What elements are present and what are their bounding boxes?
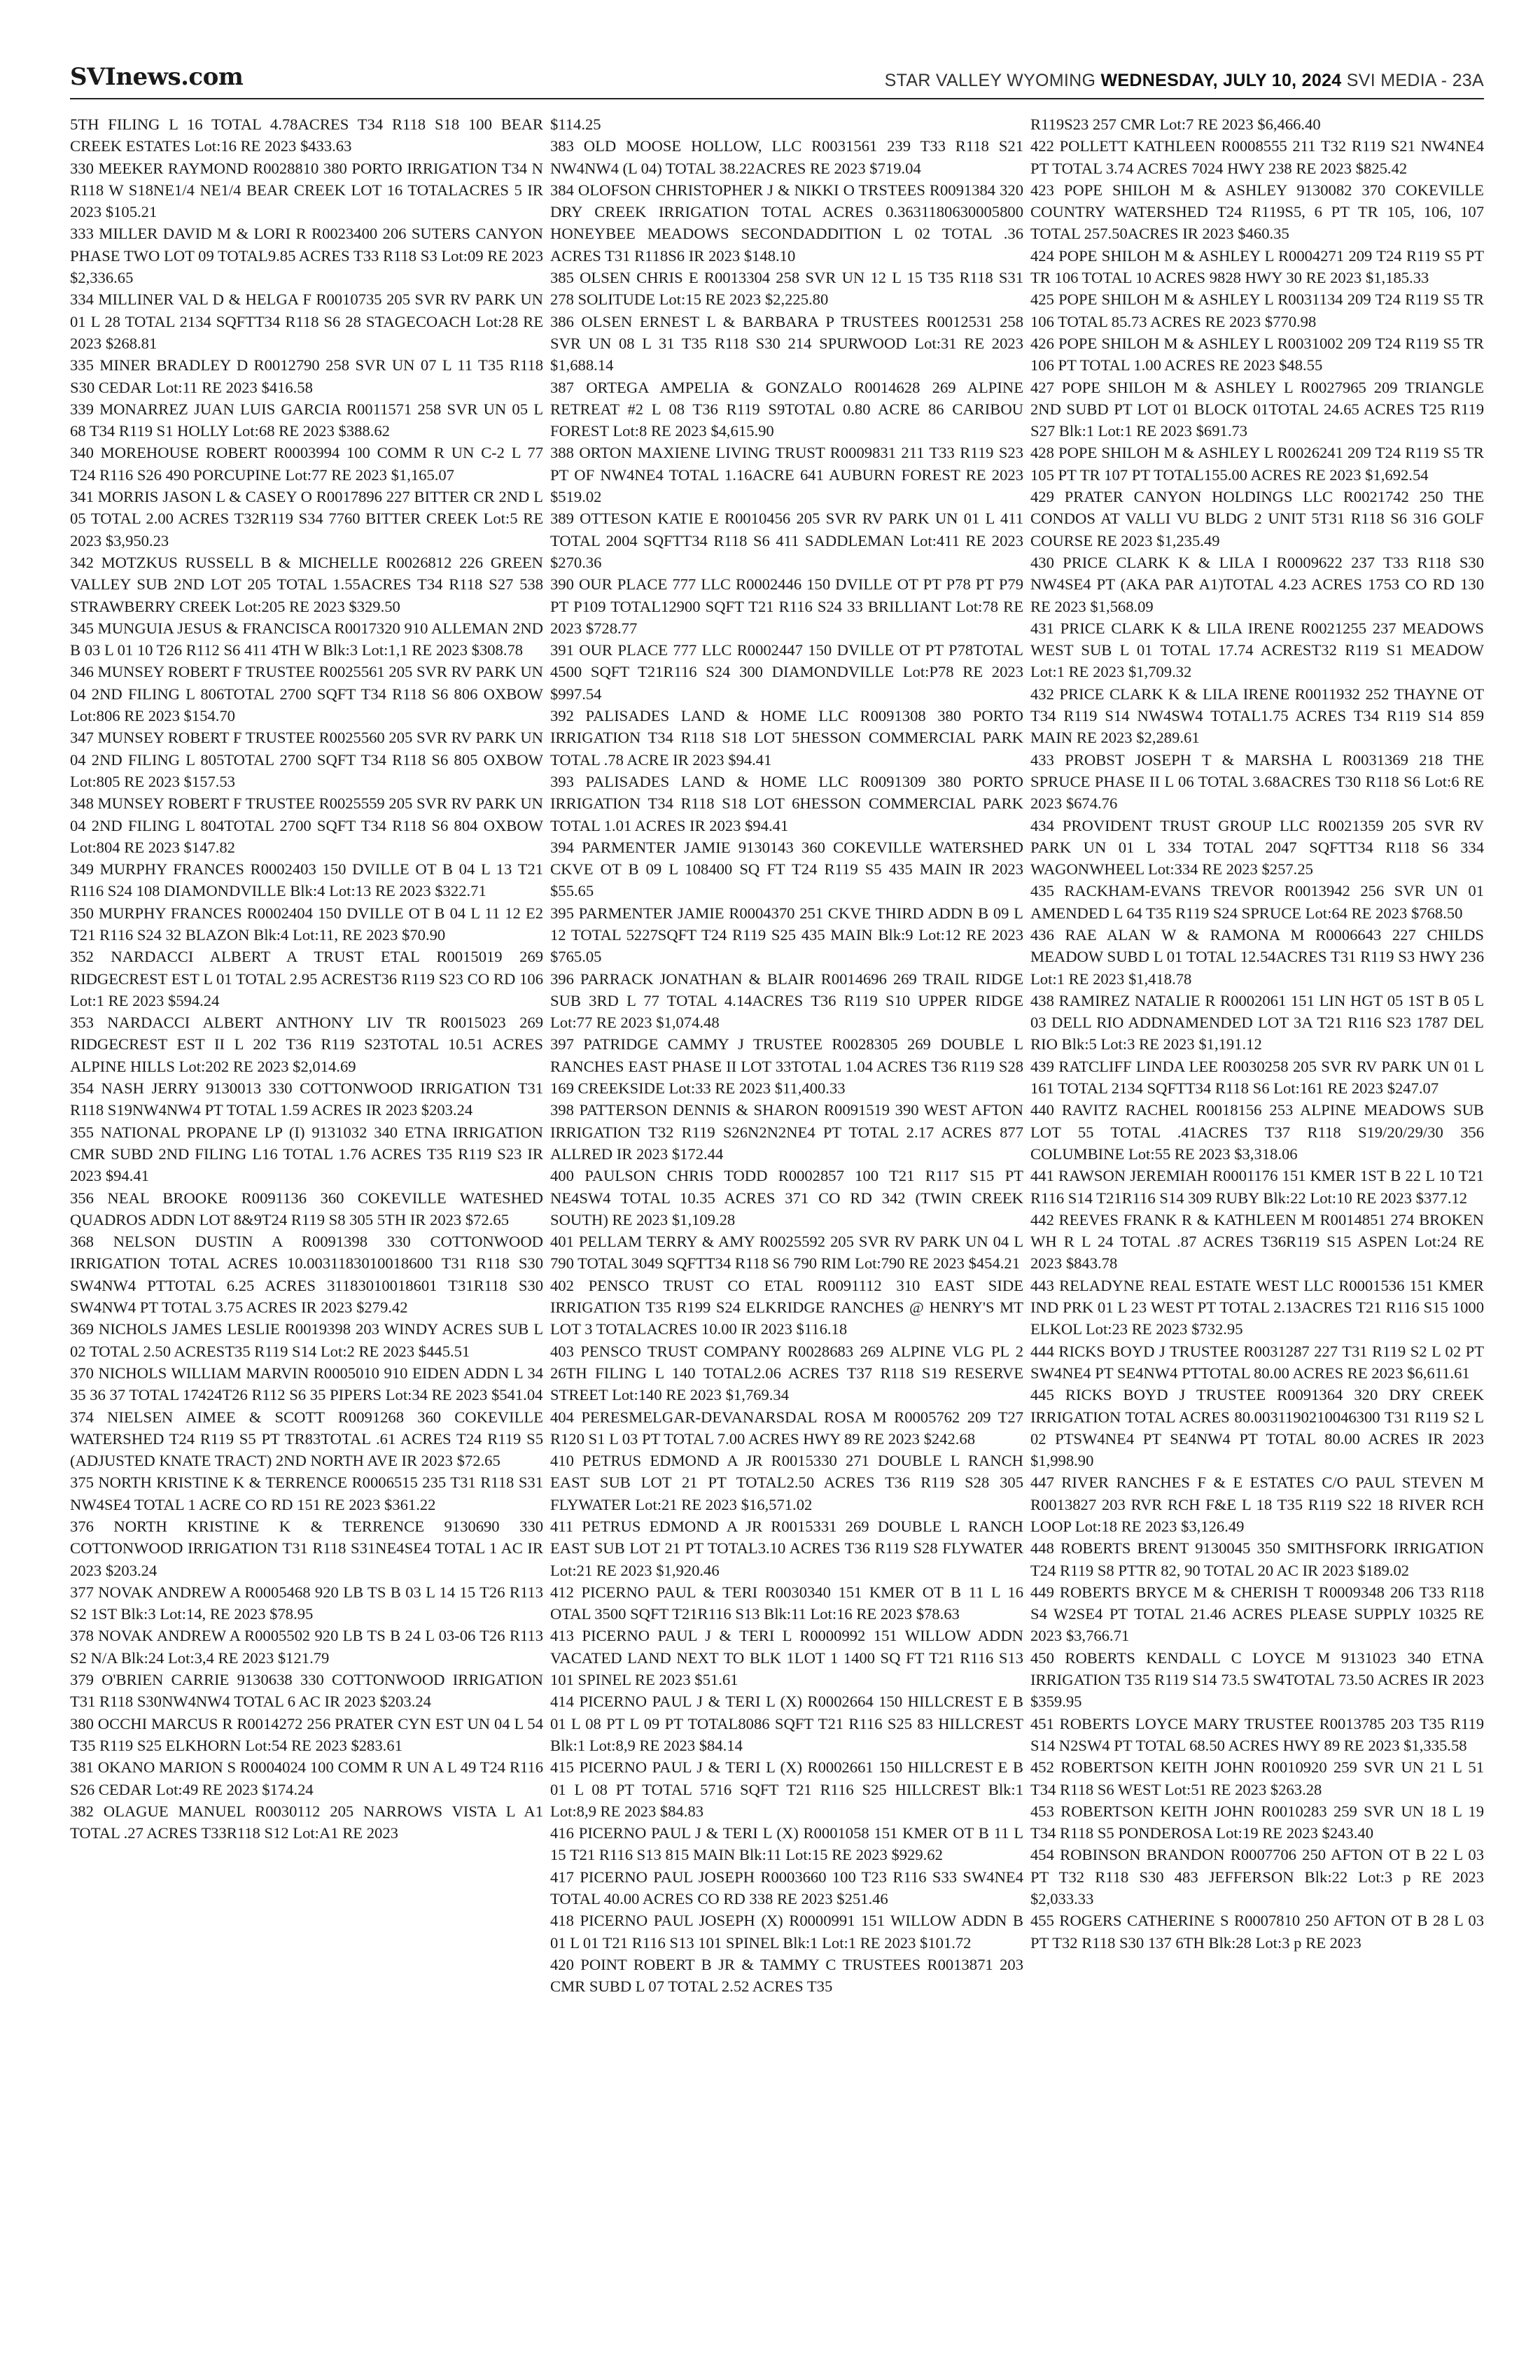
tax-listing-entry: 333 MILLER DAVID M & LORI R R0023400 206 SUTERS CANYON PHASE TWO LOT 09 TOTAL9.85 ACRES T33 R118 S3 Lot:09 RE 2023 $2,336.65	[70, 225, 543, 287]
tax-listing-entry: 381 OKANO MARION S R0004024 100 COMM R UN A L 49 T24 R116 S26 CEDAR Lot:49 RE 2023 $174.24	[70, 1758, 543, 1798]
tax-listing-entry: 340 MOREHOUSE ROBERT R0003994 100 COMM R UN C-2 L 77 T24 R116 S26 490 PORCUPINE Lot:77 RE 2023 $1,165.07	[70, 444, 543, 484]
tax-listing-entry: 379 O'BRIEN CARRIE 9130638 330 COTTONWOOD IRRIGATION T31 R118 S30NW4NW4 TOTAL 6 AC IR 2023 $203.24	[70, 1671, 543, 1711]
tax-listing-entry: 330 MEEKER RAYMOND R0028810 380 PORTO IRRIGATION T34 N R118 W S18NE1/4 NE1/4 BEAR CREEK LOT 16 TOTALACRES 5 IR 2023 $105.21	[70, 159, 543, 221]
tax-listing-entry: 423 POPE SHILOH M & ASHLEY 9130082 370 COKEVILLE COUNTRY WATERSHED T24 R119S5, 6 PT TR 105, 106, 107 TOTAL 257.50ACRES IR 2023 $460.35	[1030, 181, 1484, 243]
tax-listing-entry: 348 MUNSEY ROBERT F TRUSTEE R0025559 205 SVR RV PARK UN 04 2ND FILING L 804TOTAL 2700 SQFT T34 R118 S6 804 OXBOW Lot:804 RE 2023 $147.82	[70, 794, 543, 856]
tax-listing-entry: 428 POPE SHILOH M & ASHLEY L R0026241 209 T24 R119 S5 TR 105 PT TR 107 PT TOTAL155.00 ACRES RE 2023 $1,692.54	[1030, 444, 1484, 484]
tax-listing-entry: 403 PENSCO TRUST COMPANY R0028683 269 ALPINE VLG PL 2 26TH FILING L 140 TOTAL2.06 ACRES T37 R118 S19 RESERVE STREET Lot:140 RE 2023 $1,769.34	[550, 1342, 1023, 1404]
tax-listing-entry: 430 PRICE CLARK K & LILA I R0009622 237 T33 R118 S30 NW4SE4 PT (AKA PAR A1)TOTAL 4.23 ACRES 1753 CO RD 130 RE 2023 $1,568.09	[1030, 553, 1484, 615]
tax-listing-entry: 441 RAWSON JEREMIAH R0001176 151 KMER 1ST B 22 L 10 T21 R116 S14 T21R116 S14 309 RUBY Blk:22 Lot:10 RE 2023 $377.12	[1030, 1167, 1484, 1207]
tax-listing-entry: 390 OUR PLACE 777 LLC R0002446 150 DVILLE OT PT P78 PT P79 PT P109 TOTAL12900 SQFT T21 R116 S24 33 BRILLIANT Lot:78 RE 2023 $728.77	[550, 575, 1023, 637]
tax-listing-entry: 414 PICERNO PAUL J & TERI L (X) R0002664 150 HILLCREST E B 01 L 08 PT L 09 PT TOTAL8086 SQFT T21 R116 S25 83 HILLCREST Blk:1 Lot:8,9 RE 2023 $84.14	[550, 1693, 1023, 1754]
tax-listing-entry: 412 PICERNO PAUL & TERI R0030340 151 KMER OT B 11 L 16 OTAL 3500 SQFT T21R116 S13 Blk:11 Lot:16 RE 2023 $78.63	[550, 1583, 1023, 1623]
tax-listing-entry: 413 PICERNO PAUL J & TERI L R0000992 151 WILLOW ADDN VACATED LAND NEXT TO BLK 1LOT 1 1400 SQ FT T21 R116 S13 101 SPINEL RE 2023 $51.61	[550, 1627, 1023, 1689]
tax-listing-entry: 388 ORTON MAXIENE LIVING TRUST R0009831 211 T33 R119 S23 PT OF NW4NE4 TOTAL 1.16ACRE 641 AUBURN FOREST RE 2023 $519.02	[550, 444, 1023, 506]
tax-listing-entry: 450 ROBERTS KENDALL C LOYCE M 9131023 340 ETNA IRRIGATION T35 R119 S14 73.5 SW4TOTAL 73.50 ACRES IR 2023 $359.95	[1030, 1648, 1484, 1711]
tax-listing-entry: 368 NELSON DUSTIN A R0091398 330 COTTONWOOD IRRIGATION TOTAL ACRES 10.0031183010018600 T31 R118 S30 SW4NW4 PTTOTAL 6.25 ACRES 31183010018601 T31R118 S30 SW4NW4 PT TOTAL 3.75 ACRES IR 2023 $279.42	[70, 1233, 543, 1317]
dateline	[885, 71, 1484, 91]
tax-listing-entry: 383 OLD MOOSE HOLLOW, LLC R0031561 239 T33 R118 S21 NW4NW4 (L 04) TOTAL 38.22ACRES RE 2023 $719.04	[550, 137, 1023, 177]
tax-listing-entry: 435 RACKHAM-EVANS TREVOR R0013942 256 SVR UN 01 AMENDED L 64 T35 R119 S24 SPRUCE Lot:64 RE 2023 $768.50	[1030, 882, 1484, 922]
tax-listing-entry: 335 MINER BRADLEY D R0012790 258 SVR UN 07 L 11 T35 R118 S30 CEDAR Lot:11 RE 2023 $416.58	[70, 356, 543, 396]
tax-listing-entry: 393 PALISADES LAND & HOME LLC R0091309 380 PORTO IRRIGATION T34 R118 S18 LOT 6HESSON COMMERCIAL PARK TOTAL 1.01 ACRES IR 2023 $94.41	[550, 772, 1023, 834]
tax-listing-entry: 374 NIELSEN AIMEE & SCOTT R0091268 360 COKEVILLE WATERSHED T24 R119 S5 PT TR83TOTAL .61 ACRES T24 R119 S5 (ADJUSTED KNATE TRACT) 2ND NORTH AVE IR 2023 $72.65	[70, 1408, 543, 1470]
dateline-location: STAR VALLEY WYOMING	[884, 71, 1096, 90]
tax-listing-entry: 439 RATCLIFF LINDA LEE R0030258 205 SVR RV PARK UN 01 L 161 TOTAL 2134 SQFTT34 R118 S6 Lot:161 RE 2023 $247.07	[1030, 1057, 1484, 1098]
tax-listing-entry: 355 NATIONAL PROPANE LP (I) 9131032 340 ETNA IRRIGATION CMR SUBD 2ND FILING L16 TOTAL 1.76 ACRES T35 R119 S23 IR 2023 $94.41	[70, 1123, 543, 1185]
tax-listing-entry: 410 PETRUS EDMOND A JR R0015330 271 DOUBLE L RANCH EAST SUB LOT 21 PT TOTAL2.50 ACRES T36 R119 S28 305 FLYWATER Lot:21 RE 2023 $16,571.02	[550, 1452, 1023, 1513]
tax-listing-entry: 391 OUR PLACE 777 LLC R0002447 150 DVILLE OT PT P78TOTAL 4500 SQFT T21R116 S24 300 DIAMONDVILLE Lot:P78 RE 2023 $997.54	[550, 641, 1023, 703]
tax-listing-entry: 434 PROVIDENT TRUST GROUP LLC R0021359 205 SVR RV PARK UN 01 L 334 TOTAL 2047 SQFTT34 R118 S6 334 WAGONWHEEL Lot:334 RE 2023 $257.25	[1030, 816, 1484, 878]
tax-listing-entry: 356 NEAL BROOKE R0091136 360 COKEVILLE WATESHED QUADROS ADDN LOT 8&9T24 R119 S8 305 5TH IR 2023 $72.65	[70, 1189, 543, 1228]
tax-listing-entry: 349 MURPHY FRANCES R0002403 150 DVILLE OT B 04 L 13 T21 R116 S24 108 DIAMONDVILLE Blk:4 Lot:13 RE 2023 $322.71	[70, 860, 543, 900]
tax-listing-entry: 418 PICERNO PAUL JOSEPH (X) R0000991 151 WILLOW ADDN B 01 L 01 T21 R116 S13 101 SPINEL Blk:1 Lot:1 RE 2023 $101.72	[550, 1912, 1023, 1952]
tax-listing-entry: 449 ROBERTS BRYCE M & CHERISH T R0009348 206 T33 R118 S4 W2SE4 PT TOTAL 21.46 ACRES PLEASE SUPPLY 10325 RE 2023 $3,766.71	[1030, 1583, 1484, 1645]
tax-listing-entry: 426 POPE SHILOH M & ASHLEY L R0031002 209 T24 R119 S5 TR 106 PT TOTAL 1.00 ACRES RE 2023 $48.55	[1030, 334, 1484, 374]
tax-listing-entry: 402 PENSCO TRUST CO ETAL R0091112 310 EAST SIDE IRRIGATION T35 R199 S24 ELKRIDGE RANCHES @ HENRY'S MT LOT 3 TOTALACRES 10.00 IR 2023 $116.18	[550, 1276, 1023, 1338]
tax-listing-entry: 395 PARMENTER JAMIE R0004370 251 CKVE THIRD ADDN B 09 L 12 TOTAL 5227SQFT T24 R119 S25 435 MAIN Blk:9 Lot:12 RE 2023 $765.05	[550, 904, 1023, 966]
tax-listing-entry: 341 MORRIS JASON L & CASEY O R0017896 227 BITTER CR 2ND L 05 TOTAL 2.00 ACRES T32R119 S34 7760 BITTER CREEK Lot:5 RE 2023 $3,950.23	[70, 488, 543, 550]
tax-listing-entry: 376 NORTH KRISTINE K & TERRENCE 9130690 330 COTTONWOOD IRRIGATION T31 R118 S31NE4SE4 TOTAL 1 AC IR 2023 $203.24	[70, 1518, 543, 1579]
tax-listing-entry: 436 RAE ALAN W & RAMONA M R0006643 227 CHILDS MEADOW SUBD L 01 TOTAL 12.54ACRES T31 R119 S3 HWY 236 Lot:1 RE 2023 $1,418.78	[1030, 925, 1484, 988]
tax-listing-entry: 442 REEVES FRANK R & KATHLEEN M R0014851 274 BROKEN WH R L 24 TOTAL .87 ACRES T36R119 S15 ASPEN Lot:24 RE 2023 $843.78	[1030, 1210, 1484, 1273]
tax-listing-entry: 417 PICERNO PAUL JOSEPH R0003660 100 T23 R116 S33 SW4NE4 TOTAL 40.00 ACRES CO RD 338 RE 2023 $251.46	[550, 1868, 1023, 1908]
tax-listing-entry: 342 MOTZKUS RUSSELL B & MICHELLE R0026812 226 GREEN VALLEY SUB 2ND LOT 205 TOTAL 1.55ACRES T34 R118 S27 538 STRAWBERRY CREEK Lot:205 RE 2023 $329.50	[70, 553, 543, 615]
tax-listing-entry: 345 MUNGUIA JESUS & FRANCISCA R0017320 910 ALLEMAN 2ND B 03 L 01 10 T26 R112 S6 411 4TH W Blk:3 Lot:1,1 RE 2023 $308.78	[70, 619, 543, 659]
tax-listing-entry: 387 ORTEGA AMPELIA & GONZALO R0014628 269 ALPINE RETREAT #2 L 08 T36 R119 S9TOTAL 0.80 ACRE 86 CARIBOU FOREST Lot:8 RE 2023 $4,615.90	[550, 378, 1023, 440]
tax-listing-entry: 334 MILLINER VAL D & HELGA F R0010735 205 SVR RV PARK UN 01 L 28 TOTAL 2134 SQFTT34 R118 S6 28 STAGECOACH Lot:28 RE 2023 $268.81	[70, 290, 543, 352]
tax-listing-entry: 377 NOVAK ANDREW A R0005468 920 LB TS B 03 L 14 15 T26 R113 S2 1ST Blk:3 Lot:14, RE 2023 $78.95	[70, 1583, 543, 1623]
tax-listing-entry: 394 PARMENTER JAMIE 9130143 360 COKEVILLE WATERSHED CKVE OT B 09 L 108400 SQ FT T24 R119 S5 435 MAIN IR 2023 $55.65	[550, 838, 1023, 900]
tax-listing-entry: 375 NORTH KRISTINE K & TERRENCE R0006515 235 T31 R118 S31 NW4SE4 TOTAL 1 ACRE CO RD 151 RE 2023 $361.22	[70, 1474, 543, 1513]
tax-listing-entry: 380 OCCHI MARCUS R R0014272 256 PRATER CYN EST UN 04 L 54 T35 R119 S25 ELKHORN Lot:54 RE 2023 $283.61	[70, 1714, 543, 1754]
tax-listing-entry: 352 NARDACCI ALBERT A TRUST ETAL R0015019 269 RIDGECREST EST L 01 TOTAL 2.95 ACREST36 R119 S23 CO RD 106 Lot:1 RE 2023 $594.24	[70, 948, 543, 1009]
tax-listing-entry: 451 ROBERTS LOYCE MARY TRUSTEE R0013785 203 T35 R119 S14 N2SW4 PT TOTAL 68.50 ACRES HWY 89 RE 2023 $1,335.58	[1030, 1714, 1484, 1754]
tax-listing-entry: 378 NOVAK ANDREW A R0005502 920 LB TS B 24 L 03-06 T26 R113 S2 N/A Blk:24 Lot:3,4 RE 2023 $121.79	[70, 1627, 543, 1667]
tax-listing-entry: 445 RICKS BOYD J TRUSTEE R0091364 320 DRY CREEK IRRIGATION TOTAL ACRES 80.0031190210046300 T31 R119 S2 L 02 PTSW4NE4 PT SE4NW4 PT TOTAL 80.00 ACRES IR 2023 $1,998.90	[1030, 1386, 1484, 1470]
tax-listing-entry: 354 NASH JERRY 9130013 330 COTTONWOOD IRRIGATION T31 R118 S19NW4NW4 PT TOTAL 1.59 ACRES IR 2023 $203.24	[70, 1079, 543, 1119]
tax-listing-entry: 369 NICHOLS JAMES LESLIE R0019398 203 WINDY ACRES SUB L 02 TOTAL 2.50 ACREST35 R119 S14 Lot:2 RE 2023 $445.51	[70, 1320, 543, 1360]
tax-listing-entry: 401 PELLAM TERRY & AMY R0025592 205 SVR RV PARK UN 04 L 790 TOTAL 3049 SQFTT34 R118 S6 790 RIM Lot:790 RE 2023 $454.21	[550, 1233, 1023, 1273]
tax-listing-entry: 431 PRICE CLARK K & LILA IRENE R0021255 237 MEADOWS WEST SUB L 01 TOTAL 17.74 ACREST32 R119 S1 MEADOW Lot:1 RE 2023 $1,709.32	[1030, 619, 1484, 681]
tax-listing-entry: 455 ROGERS CATHERINE S R0007810 250 AFTON OT B 28 L 03 PT T32 R118 S30 137 6TH Blk:28 Lot:3 p RE 2023	[1030, 1912, 1484, 1952]
tax-listing-entry: 397 PATRIDGE CAMMY J TRUSTEE R0028305 269 DOUBLE L RANCHES EAST PHASE II LOT 33TOTAL 1.04 ACRES T36 R119 S28 169 CREEKSIDE Lot:33 RE 2023 $11,400.33	[550, 1035, 1023, 1098]
tax-listing-entry: 386 OLSEN ERNEST L & BARBARA P TRUSTEES R0012531 258 SVR UN 08 L 31 T35 R118 S30 214 SPURWOOD Lot:31 RE 2023 $1,688.14	[550, 312, 1023, 374]
tax-listing-entry: 339 MONARREZ JUAN LUIS GARCIA R0011571 258 SVR UN 05 L 68 T34 R119 S1 HOLLY Lot:68 RE 2023 $388.62	[70, 400, 543, 440]
tax-listing-entry: 385 OLSEN CHRIS E R0013304 258 SVR UN 12 L 15 T35 R118 S31 278 SOLITUDE Lot:15 RE 2023 $2,225.80	[550, 269, 1023, 309]
tax-listing-entry: 448 ROBERTS BRENT 9130045 350 SMITHSFORK IRRIGATION T24 R119 S8 PTTR 82, 90 TOTAL 20 AC IR 2023 $189.02	[1030, 1539, 1484, 1579]
tax-listing-entry: 415 PICERNO PAUL J & TERI L (X) R0002661 150 HILLCREST E B 01 L 08 PT TOTAL 5716 SQFT T21 R116 S25 HILLCREST Blk:1 Lot:8,9 RE 2023 $84.83	[550, 1758, 1023, 1820]
tax-listing-entry: 370 NICHOLS WILLIAM MARVIN R0005010 910 EIDEN ADDN L 34 35 36 37 TOTAL 17424T26 R112 S6 35 PIPERS Lot:34 RE 2023 $541.04	[70, 1364, 543, 1404]
tax-listing-entry: 353 NARDACCI ALBERT ANTHONY LIV TR R0015023 269 RIDGECREST EST II L 202 T36 R119 S23TOTAL 10.51 ACRES ALPINE HILLS Lot:202 RE 2023 $2,014.69	[70, 1014, 543, 1075]
tax-listing-entry: 424 POPE SHILOH M & ASHLEY L R0004271 209 T24 R119 S5 PT TR 106 TOTAL 10 ACRES 9828 HWY 30 RE 2023 $1,185.33	[1030, 246, 1484, 287]
listing-column-3	[1030, 113, 1484, 2367]
tax-listing-entry: 347 MUNSEY ROBERT F TRUSTEE R0025560 205 SVR RV PARK UN 04 2ND FILING L 805TOTAL 2700 SQFT T34 R118 S6 805 OXBOW Lot:805 RE 2023 $157.53	[70, 729, 543, 790]
tax-listing-entry: 392 PALISADES LAND & HOME LLC R0091308 380 PORTO IRRIGATION T34 R118 S18 LOT 5HESSON COMMERCIAL PARK TOTAL .78 ACRE IR 2023 $94.41	[550, 707, 1023, 769]
listing-column-1	[70, 113, 543, 2367]
tax-listing-entry: 447 RIVER RANCHES F & E ESTATES C/O PAUL STEVEN M R0013827 203 RVR RCH F&E L 18 T35 R119 S22 18 RIVER RCH LOOP Lot:18 RE 2023 $3,126.49	[1030, 1474, 1484, 1535]
tax-listing-entry: 389 OTTESON KATIE E R0010456 205 SVR RV PARK UN 01 L 411 TOTAL 2004 SQFTT34 R118 S6 411 SADDLEMAN Lot:411 RE 2023 $270.36	[550, 510, 1023, 571]
header-rule	[70, 98, 1484, 99]
tax-listing-entry: 453 ROBERTSON KEITH JOHN R0010283 259 SVR UN 18 L 19 T34 R118 S5 PONDEROSA Lot:19 RE 2023 $243.40	[1030, 1802, 1484, 1842]
tax-listing-entry: 398 PATTERSON DENNIS & SHARON R0091519 390 WEST AFTON IRRIGATION T32 R119 S26N2N2NE4 PT TOTAL 2.17 ACRES 877 ALLRED IR 2023 $172.44	[550, 1101, 1023, 1163]
page-header	[70, 63, 1484, 91]
tax-listing-entry: 346 MUNSEY ROBERT F TRUSTEE R0025561 205 SVR RV PARK UN 04 2ND FILING L 806TOTAL 2700 SQFT T34 R118 S6 806 OXBOW Lot:806 RE 2023 $154.70	[70, 663, 543, 725]
tax-listing-entry: 440 RAVITZ RACHEL R0018156 253 ALPINE MEADOWS SUB LOT 55 TOTAL .41ACRES T37 R118 S19/20/29/30 356 COLUMBINE Lot:55 RE 2023 $3,318.06	[1030, 1101, 1484, 1163]
tax-listing-entry: 5TH FILING L 16 TOTAL 4.78ACRES T34 R118 S18 100 BEAR CREEK ESTATES Lot:16 RE 2023 $433.63	[70, 115, 543, 155]
tax-listing-entry: 404 PERESMELGAR-DEVANARSDAL ROSA M R0005762 209 T27 R120 S1 L 03 PT TOTAL 7.00 ACRES HWY 89 RE 2023 $242.68	[550, 1408, 1023, 1448]
dateline-section: SVI MEDIA - 23A	[1346, 71, 1484, 90]
tax-listing-entry: 425 POPE SHILOH M & ASHLEY L R0031134 209 T24 R119 S5 TR 106 TOTAL 85.73 ACRES RE 2023 $770.98	[1030, 290, 1484, 330]
tax-listing-entry: 422 POLLETT KATHLEEN R0008555 211 T32 R119 S21 NW4NE4 PT TOTAL 3.74 ACRES 7024 HWY 238 RE 2023 $825.42	[1030, 137, 1484, 177]
tax-listing-entry: 411 PETRUS EDMOND A JR R0015331 269 DOUBLE L RANCH EAST SUB LOT 21 PT TOTAL3.10 ACRES T36 R119 S28 FLYWATER Lot:21 RE 2023 $1,920.46	[550, 1518, 1023, 1579]
tax-listing-entry: 384 OLOFSON CHRISTOPHER J & NIKKI O TRSTEES R0091384 320 DRY CREEK IRRIGATION TOTAL ACRES 0.3631180630005800 HONEYBEE MEADOWS SECONDADDITION L 02 TOTAL .36 ACRES T31 R118S6 IR 2023 $148.10	[550, 181, 1023, 265]
tax-listing-entry: 396 PARRACK JONATHAN & BLAIR R0014696 269 TRAIL RIDGE SUB 3RD L 77 TOTAL 4.14ACRES T36 R119 S10 UPPER RIDGE Lot:77 RE 2023 $1,074.48	[550, 969, 1023, 1032]
tax-listing-entry: 432 PRICE CLARK K & LILA IRENE R0011932 252 THAYNE OT T34 R119 S14 NW4SW4 TOTAL1.75 ACRES T34 R119 S14 859 MAIN RE 2023 $2,289.61	[1030, 685, 1484, 747]
tax-listing-entry: 350 MURPHY FRANCES R0002404 150 DVILLE OT B 04 L 11 12 E2 T21 R116 S24 32 BLAZON Blk:4 Lot:11, RE 2023 $70.90	[70, 904, 543, 944]
tax-listing-entry: 433 PROBST JOSEPH T & MARSHA L R0031369 218 THE SPRUCE PHASE II L 06 TOTAL 3.68ACRES T30 R118 S6 Lot:6 RE 2023 $674.76	[1030, 750, 1484, 813]
tax-listing-entry: 382 OLAGUE MANUEL R0030112 205 NARROWS VISTA L A1 TOTAL .27 ACRES T33R118 S12 Lot:A1 RE 2023	[70, 1802, 543, 1842]
dateline-date: WEDNESDAY, JULY 10, 2024	[1100, 71, 1342, 90]
tax-listing-entry: 443 RELADYNE REAL ESTATE WEST LLC R0001536 151 KMER IND PRK 01 L 23 WEST PT TOTAL 2.13ACRES T21 R116 S15 1000 ELKOL Lot:23 RE 2023 $732.95	[1030, 1276, 1484, 1338]
tax-listing-entry: 400 PAULSON CHRIS TODD R0002857 100 T21 R117 S15 PT NE4SW4 TOTAL 10.35 ACRES 371 CO RD 342 (TWIN CREEK SOUTH) RE 2023 $1,109.28	[550, 1167, 1023, 1228]
tax-listing-entry: 420 POINT ROBERT B JR & TAMMY C TRUSTEES R0013871 203 CMR SUBD L 07 TOTAL 2.52 ACRES T35	[550, 1955, 1023, 1996]
listing-column-2	[550, 113, 1023, 2367]
tax-listing-entry: 416 PICERNO PAUL J & TERI L (X) R0001058 151 KMER OT B 11 L 15 T21 R116 S13 815 MAIN Blk:11 Lot:15 RE 2023 $929.62	[550, 1824, 1023, 1864]
site-name[interactable]: SVInews.com	[70, 63, 244, 91]
tax-listing-entry: 454 ROBINSON BRANDON R0007706 250 AFTON OT B 22 L 03 PT T32 R118 S30 483 JEFFERSON Blk:22 Lot:3 p RE 2023 $2,033.33	[1030, 1846, 1484, 1908]
tax-listing-entry: 438 RAMIREZ NATALIE R R0002061 151 LIN HGT 05 1ST B 05 L 03 DELL RIO ADDNAMENDED LOT 3A T21 R116 S23 1787 DEL RIO Blk:5 Lot:3 RE 2023 $1,191.12	[1030, 991, 1484, 1054]
tax-listing-entry: 444 RICKS BOYD J TRUSTEE R0031287 227 T31 R119 S2 L 02 PT SW4NE4 PT SE4NW4 PTTOTAL 80.00 ACRES RE 2023 $6,611.61	[1030, 1342, 1484, 1382]
tax-listing-entry: R119S23 257 CMR Lot:7 RE 2023 $6,466.40	[1030, 115, 1321, 133]
tax-listing-entry: 427 POPE SHILOH M & ASHLEY L R0027965 209 TRIANGLE 2ND SUBD PT LOT 01 BLOCK 01TOTAL 24.65 ACRES T25 R119 S27 Blk:1 Lot:1 RE 2023 $691.73	[1030, 378, 1484, 440]
tax-listing-entry: 429 PRATER CANYON HOLDINGS LLC R0021742 250 THE CONDOS AT VALLI VU BLDG 2 UNIT 5T31 R118 S6 316 GOLF COURSE RE 2023 $1,235.49	[1030, 488, 1484, 550]
tax-listing-entry: 452 ROBERTSON KEITH JOHN R0010920 259 SVR UN 21 L 51 T34 R118 S6 WEST Lot:51 RE 2023 $263.28	[1030, 1758, 1484, 1798]
tax-listing-entry: $114.25	[550, 115, 601, 133]
